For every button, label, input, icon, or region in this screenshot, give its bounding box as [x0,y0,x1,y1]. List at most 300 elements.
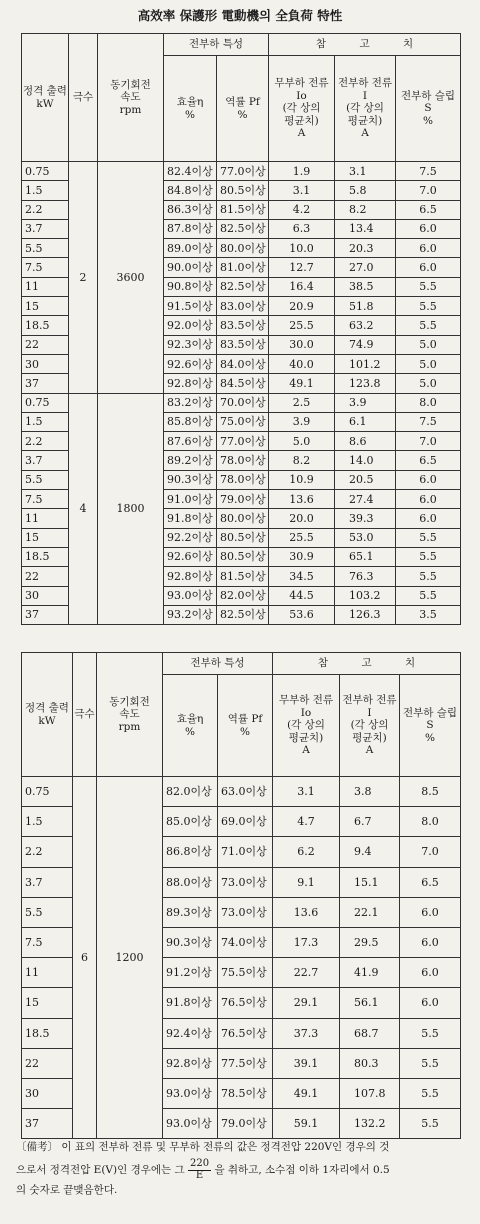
cell-full-load-current: 39.3 [335,509,396,528]
cell-no-load-current: 4.2 [269,200,335,219]
cell-full-load-current: 38.5 [335,277,396,296]
cell-rated-output: 5.5 [22,897,73,927]
cell-power-factor: 78.5이상 [218,1078,273,1108]
cell-full-load-slip: 6.0 [400,927,461,957]
cell-efficiency: 82.0이상 [163,777,218,807]
cell-full-load-slip: 7.5 [396,412,461,431]
header-full-load-current-line: (각 상의 [346,102,384,115]
header-full-load-current-line: 전부하 전류 [342,694,397,707]
cell-efficiency: 91.8이상 [164,509,217,528]
cell-full-load-current: 74.9 [335,335,396,354]
header-rated-output [22,653,73,777]
cell-full-load-slip: 5.5 [396,547,461,566]
header-poles-line: 극수 [72,91,94,104]
cell-full-load-current: 51.8 [335,297,396,316]
cell-efficiency: 90.3이상 [164,470,217,489]
cell-full-load-slip: 5.0 [396,354,461,373]
cell-full-load-slip: 6.0 [400,958,461,988]
remarks-label: 〔備考〕 [16,1141,58,1153]
header-full-load-current-line: A [365,744,374,757]
cell-rated-output: 22 [22,335,69,354]
cell-full-load-slip: 5.5 [396,528,461,547]
cell-efficiency: 91.0이상 [164,490,217,509]
cell-full-load-slip: 8.0 [396,393,461,412]
cell-no-load-current: 29.1 [273,988,340,1018]
cell-efficiency: 92.4이상 [163,1018,218,1048]
cell-efficiency: 92.0이상 [164,316,217,335]
cell-power-factor: 80.0이상 [217,239,269,258]
header-rated-output-line: kW [36,97,54,110]
header-sync-speed [97,653,163,777]
cell-rated-output: 30 [22,586,69,605]
cell-efficiency: 90.8이상 [164,277,217,296]
header-full-load-characteristics: 전부하 특성 [164,34,269,56]
cell-full-load-current: 13.4 [335,219,396,238]
cell-full-load-current: 68.7 [340,1018,400,1048]
cell-power-factor: 80.5이상 [217,181,269,200]
header-efficiency [164,56,217,162]
cell-efficiency: 93.2이상 [164,605,217,624]
cell-rated-output: 2.2 [22,432,69,451]
cell-no-load-current: 59.1 [273,1109,340,1139]
cell-full-load-slip: 6.0 [396,490,461,509]
cell-no-load-current: 10.9 [269,470,335,489]
header-full-load-current [340,675,400,777]
cell-no-load-current: 5.0 [269,432,335,451]
header-no-load-current-line: (각 상의 [287,719,325,732]
cell-power-factor: 83.5이상 [217,335,269,354]
cell-power-factor: 75.5이상 [218,958,273,988]
cell-full-load-current: 103.2 [335,586,396,605]
cell-efficiency: 93.0이상 [164,586,217,605]
cell-full-load-slip: 6.0 [396,470,461,489]
cell-full-load-slip: 3.5 [396,605,461,624]
cell-efficiency: 90.0이상 [164,258,217,277]
cell-rated-output: 11 [22,958,73,988]
cell-power-factor: 81.0이상 [217,258,269,277]
cell-efficiency: 92.2이상 [164,528,217,547]
header-full-load-characteristics: 전부하 특성 [163,653,273,675]
header-no-load-current [273,675,340,777]
cell-power-factor: 76.5이상 [218,1018,273,1048]
remarks-line1: 이 표의 전부하 전류 및 무부하 전류의 값은 정격전압 220V인 경우의 것 [61,1141,390,1153]
cell-no-load-current: 3.1 [269,181,335,200]
page-title: 高效率 保護形 電動機의 全負荷 特性 [137,8,343,23]
cell-full-load-current: 22.1 [340,897,400,927]
cell-rated-output: 37 [22,374,69,393]
cell-power-factor: 73.0이상 [218,867,273,897]
cell-full-load-current: 29.5 [340,927,400,957]
cell-no-load-current: 6.3 [269,219,335,238]
cell-rated-output: 11 [22,277,69,296]
cell-efficiency: 86.3이상 [164,200,217,219]
cell-power-factor: 77.0이상 [217,162,269,181]
cell-no-load-current: 40.0 [269,354,335,373]
header-full-load-current [335,56,396,162]
table-row [22,162,461,181]
cell-efficiency: 92.6이상 [164,547,217,566]
cell-efficiency: 87.8이상 [164,219,217,238]
header-sync-speed-line: 동기회전 [110,78,151,91]
cell-full-load-current: 15.1 [340,867,400,897]
cell-sync-speed: 1800 [98,393,164,625]
cell-full-load-current: 6.7 [340,807,400,837]
header-reference-values: 참 고 치 [269,34,461,56]
remarks-line3: 의 숫자로 끝맺음한다. [16,1184,118,1197]
cell-no-load-current: 25.5 [269,316,335,335]
cell-full-load-current: 27.4 [335,490,396,509]
cell-power-factor: 74.0이상 [218,927,273,957]
header-full-load-slip-line: % [425,731,435,744]
header-poles-line: 극수 [74,708,95,721]
cell-no-load-current: 13.6 [273,897,340,927]
cell-poles: 2 [69,162,98,394]
cell-full-load-current: 3.9 [335,393,396,412]
cell-full-load-current: 6.1 [335,412,396,431]
header-rated-output-line: kW [38,714,56,727]
cell-no-load-current: 13.6 [269,490,335,509]
cell-full-load-current: 3.1 [335,162,396,181]
header-no-load-current-line: A [297,127,306,140]
cell-no-load-current: 12.7 [269,258,335,277]
table-row [22,777,461,807]
cell-rated-output: 7.5 [22,490,69,509]
cell-power-factor: 80.5이상 [217,528,269,547]
cell-sync-speed: 1200 [97,777,163,1139]
cell-rated-output: 30 [22,354,69,373]
cell-no-load-current: 16.4 [269,277,335,296]
header-reference-values: 참 고 치 [273,653,461,675]
cell-efficiency: 86.8이상 [163,837,218,867]
cell-power-factor: 82.5이상 [217,277,269,296]
cell-full-load-slip: 8.5 [400,777,461,807]
cell-efficiency: 91.2이상 [163,958,218,988]
cell-full-load-current: 80.3 [340,1048,400,1078]
cell-full-load-current: 20.5 [335,470,396,489]
header-efficiency-line: % [185,725,195,738]
header-full-load-current-line: I [362,89,368,102]
header-full-load-current-line: 전부하 전류 [337,77,393,90]
cell-no-load-current: 9.1 [273,867,340,897]
cell-full-load-current: 132.2 [340,1109,400,1139]
cell-power-factor: 82.5이상 [217,605,269,624]
header-full-load-current-line: A [361,127,369,140]
cell-rated-output: 15 [22,988,73,1018]
header-full-load-current-line: I [367,706,372,719]
cell-full-load-slip: 5.5 [396,277,461,296]
cell-power-factor: 63.0이상 [218,777,273,807]
cell-full-load-slip: 6.5 [396,200,461,219]
cell-power-factor: 83.0이상 [217,297,269,316]
cell-full-load-slip: 5.5 [400,1078,461,1108]
cell-full-load-current: 63.2 [335,316,396,335]
remarks-note [16,1140,466,1198]
cell-power-factor: 70.0이상 [217,393,269,412]
cell-full-load-current: 41.9 [340,958,400,988]
cell-rated-output: 3.7 [22,867,73,897]
fraction-numerator: 220 [190,1158,210,1170]
cell-full-load-current: 107.8 [340,1078,400,1108]
header-poles [73,653,97,777]
cell-power-factor: 77.5이상 [218,1048,273,1078]
cell-rated-output: 22 [22,567,69,586]
cell-efficiency: 91.8이상 [163,988,218,1018]
cell-power-factor: 82.0이상 [217,586,269,605]
cell-no-load-current: 1.9 [269,162,335,181]
header-full-load-current-line: (각 상의 [350,719,389,732]
cell-power-factor: 80.5이상 [217,547,269,566]
cell-full-load-slip: 6.0 [400,988,461,1018]
cell-no-load-current: 49.1 [273,1078,340,1108]
header-sync-speed-line: 동기회전 [109,695,150,708]
cell-no-load-current: 25.5 [269,528,335,547]
cell-power-factor: 82.5이상 [217,219,269,238]
fraction-denominator: E [195,1169,204,1181]
cell-rated-output: 2.2 [22,837,73,867]
cell-no-load-current: 17.3 [273,927,340,957]
cell-rated-output: 3.7 [22,451,69,470]
cell-efficiency: 89.2이상 [164,451,217,470]
voltage-ratio-fraction [188,1159,211,1181]
header-no-load-current-line: Io [300,706,312,719]
cell-efficiency: 92.6이상 [164,354,217,373]
cell-no-load-current: 22.7 [273,958,340,988]
remarks-line2-a: 으로서 정격전압 E(V)인 경우에는 그 [16,1164,185,1177]
cell-power-factor: 75.0이상 [217,412,269,431]
header-no-load-current-line: (각 상의 [282,102,321,115]
cell-full-load-slip: 5.5 [396,567,461,586]
header-rated-output-line: 정격 출력 [25,701,69,714]
cell-efficiency: 92.8이상 [164,567,217,586]
cell-full-load-current: 101.2 [335,354,396,373]
header-full-load-current-line: 평균치) [347,114,383,127]
header-poles [69,34,98,162]
cell-power-factor: 69.0이상 [218,807,273,837]
cell-power-factor: 84.0이상 [217,354,269,373]
cell-rated-output: 0.75 [22,393,69,412]
cell-no-load-current: 8.2 [269,451,335,470]
cell-rated-output: 15 [22,528,69,547]
cell-power-factor: 84.5이상 [217,374,269,393]
cell-no-load-current: 6.2 [273,837,340,867]
cell-full-load-current: 9.4 [340,837,400,867]
cell-efficiency: 84.8이상 [164,181,217,200]
cell-full-load-current: 53.0 [335,528,396,547]
header-no-load-current-line: 평균치) [284,114,319,127]
characteristics-table-top [21,33,461,625]
cell-efficiency: 92.3이상 [164,335,217,354]
cell-no-load-current: 37.3 [273,1018,340,1048]
cell-full-load-slip: 7.5 [396,162,461,181]
header-sync-speed-line: 속도 [120,91,141,104]
header-no-load-current [269,56,335,162]
header-sync-speed-line: rpm [118,720,141,733]
cell-efficiency: 92.8이상 [163,1048,218,1078]
header-efficiency-line: % [185,108,195,121]
cell-rated-output: 5.5 [22,470,69,489]
header-full-load-slip-line: 전부하 슬립 [400,89,456,102]
cell-full-load-current: 20.3 [335,239,396,258]
cell-full-load-current: 8.2 [335,200,396,219]
cell-power-factor: 79.0이상 [217,490,269,509]
header-power-factor [217,56,269,162]
cell-efficiency: 87.6이상 [164,432,217,451]
cell-full-load-current: 76.3 [335,567,396,586]
cell-efficiency: 91.5이상 [164,297,217,316]
cell-full-load-slip: 5.5 [400,1018,461,1048]
cell-rated-output: 7.5 [22,258,69,277]
cell-full-load-current: 27.0 [335,258,396,277]
cell-full-load-current: 56.1 [340,988,400,1018]
header-no-load-current-line: A [302,744,310,757]
cell-no-load-current: 53.6 [269,605,335,624]
cell-rated-output: 30 [22,1078,73,1108]
header-full-load-slip-line: S [424,102,432,115]
header-power-factor [218,675,273,777]
cell-rated-output: 18.5 [22,316,69,335]
cell-no-load-current: 3.1 [273,777,340,807]
cell-full-load-slip: 5.5 [400,1048,461,1078]
cell-full-load-slip: 5.5 [400,1109,461,1139]
cell-full-load-slip: 6.0 [396,239,461,258]
header-sync-speed-line: 속도 [119,708,140,721]
cell-rated-output: 0.75 [22,777,73,807]
header-no-load-current-line: 무부하 전류 [278,694,334,707]
cell-rated-output: 11 [22,509,69,528]
cell-efficiency: 89.0이상 [164,239,217,258]
cell-rated-output: 18.5 [22,1018,73,1048]
cell-no-load-current: 34.5 [269,567,335,586]
cell-power-factor: 78.0이상 [217,470,269,489]
header-rated-output-line: 정격 출력 [23,84,67,97]
cell-poles: 4 [69,393,98,625]
cell-full-load-slip: 5.0 [396,374,461,393]
characteristics-table-bottom [21,652,461,1139]
header-full-load-slip-line: % [423,114,433,127]
cell-power-factor: 81.5이상 [217,200,269,219]
cell-full-load-current: 5.8 [335,181,396,200]
cell-full-load-current: 123.8 [335,374,396,393]
header-efficiency-line: 효율η [176,712,204,725]
cell-rated-output: 18.5 [22,547,69,566]
cell-power-factor: 76.5이상 [218,988,273,1018]
cell-full-load-slip: 6.5 [400,867,461,897]
cell-rated-output: 7.5 [22,927,73,957]
header-full-load-slip-line: S [426,719,434,732]
cell-full-load-slip: 8.0 [400,807,461,837]
cell-rated-output: 5.5 [22,239,69,258]
header-power-factor-line: 역률 Pf [225,95,260,108]
cell-power-factor: 81.5이상 [217,567,269,586]
cell-rated-output: 2.2 [22,200,69,219]
cell-power-factor: 78.0이상 [217,451,269,470]
header-no-load-current-line: 평균치) [288,731,324,744]
cell-efficiency: 93.0이상 [163,1109,218,1139]
cell-efficiency: 85.8이상 [164,412,217,431]
cell-sync-speed: 3600 [98,162,164,394]
cell-rated-output: 22 [22,1048,73,1078]
cell-rated-output: 3.7 [22,219,69,238]
cell-rated-output: 15 [22,297,69,316]
cell-efficiency: 92.8이상 [164,374,217,393]
cell-efficiency: 89.3이상 [163,897,218,927]
cell-full-load-slip: 5.5 [396,316,461,335]
cell-power-factor: 77.0이상 [217,432,269,451]
header-rated-output [22,34,69,162]
cell-full-load-slip: 7.0 [396,181,461,200]
cell-full-load-current: 8.6 [335,432,396,451]
header-full-load-current-line: 평균치) [352,731,387,744]
cell-power-factor: 73.0이상 [218,897,273,927]
cell-full-load-slip: 5.5 [396,297,461,316]
cell-no-load-current: 39.1 [273,1048,340,1078]
cell-full-load-current: 14.0 [335,451,396,470]
cell-rated-output: 1.5 [22,807,73,837]
cell-no-load-current: 30.9 [269,547,335,566]
cell-rated-output: 1.5 [22,412,69,431]
cell-rated-output: 37 [22,605,69,624]
cell-poles: 6 [73,777,97,1139]
header-full-load-slip [400,675,461,777]
cell-rated-output: 1.5 [22,181,69,200]
cell-efficiency: 83.2이상 [164,393,217,412]
header-no-load-current-line: 무부하 전류 [274,77,329,90]
cell-efficiency: 82.4이상 [164,162,217,181]
cell-full-load-slip: 7.0 [400,837,461,867]
cell-rated-output: 0.75 [22,162,69,181]
cell-no-load-current: 30.0 [269,335,335,354]
cell-no-load-current: 20.0 [269,509,335,528]
cell-full-load-slip: 5.0 [396,335,461,354]
cell-efficiency: 85.0이상 [163,807,218,837]
cell-full-load-slip: 6.0 [396,219,461,238]
cell-full-load-current: 65.1 [335,547,396,566]
header-sync-speed [98,34,164,162]
header-efficiency-line: 효율η [176,95,204,108]
cell-power-factor: 80.0이상 [217,509,269,528]
cell-no-load-current: 44.5 [269,586,335,605]
table-row [22,393,461,412]
cell-full-load-current: 126.3 [335,605,396,624]
cell-full-load-current: 3.8 [340,777,400,807]
cell-power-factor: 79.0이상 [218,1109,273,1139]
cell-full-load-slip: 5.5 [396,586,461,605]
cell-no-load-current: 4.7 [273,807,340,837]
header-sync-speed-line: rpm [119,103,142,116]
header-power-factor-line: % [240,725,250,738]
cell-rated-output: 37 [22,1109,73,1139]
cell-no-load-current: 20.9 [269,297,335,316]
cell-no-load-current: 3.9 [269,412,335,431]
cell-full-load-slip: 6.5 [396,451,461,470]
cell-full-load-slip: 6.0 [396,258,461,277]
cell-full-load-slip: 7.0 [396,432,461,451]
cell-efficiency: 88.0이상 [163,867,218,897]
cell-efficiency: 93.0이상 [163,1078,218,1108]
remarks-line2-b: 을 취하고, 소수점 이하 1자리에서 0.5 [214,1164,390,1177]
header-full-load-slip-line: 전부하 슬립 [402,706,458,719]
header-efficiency [163,675,218,777]
header-power-factor-line: 역률 Pf [227,712,263,725]
cell-no-load-current: 49.1 [269,374,335,393]
cell-power-factor: 83.5이상 [217,316,269,335]
cell-no-load-current: 10.0 [269,239,335,258]
header-power-factor-line: % [237,108,248,121]
header-full-load-slip [396,56,461,162]
cell-full-load-slip: 6.0 [396,509,461,528]
header-no-load-current-line: Io [296,89,307,102]
cell-efficiency: 90.3이상 [163,927,218,957]
